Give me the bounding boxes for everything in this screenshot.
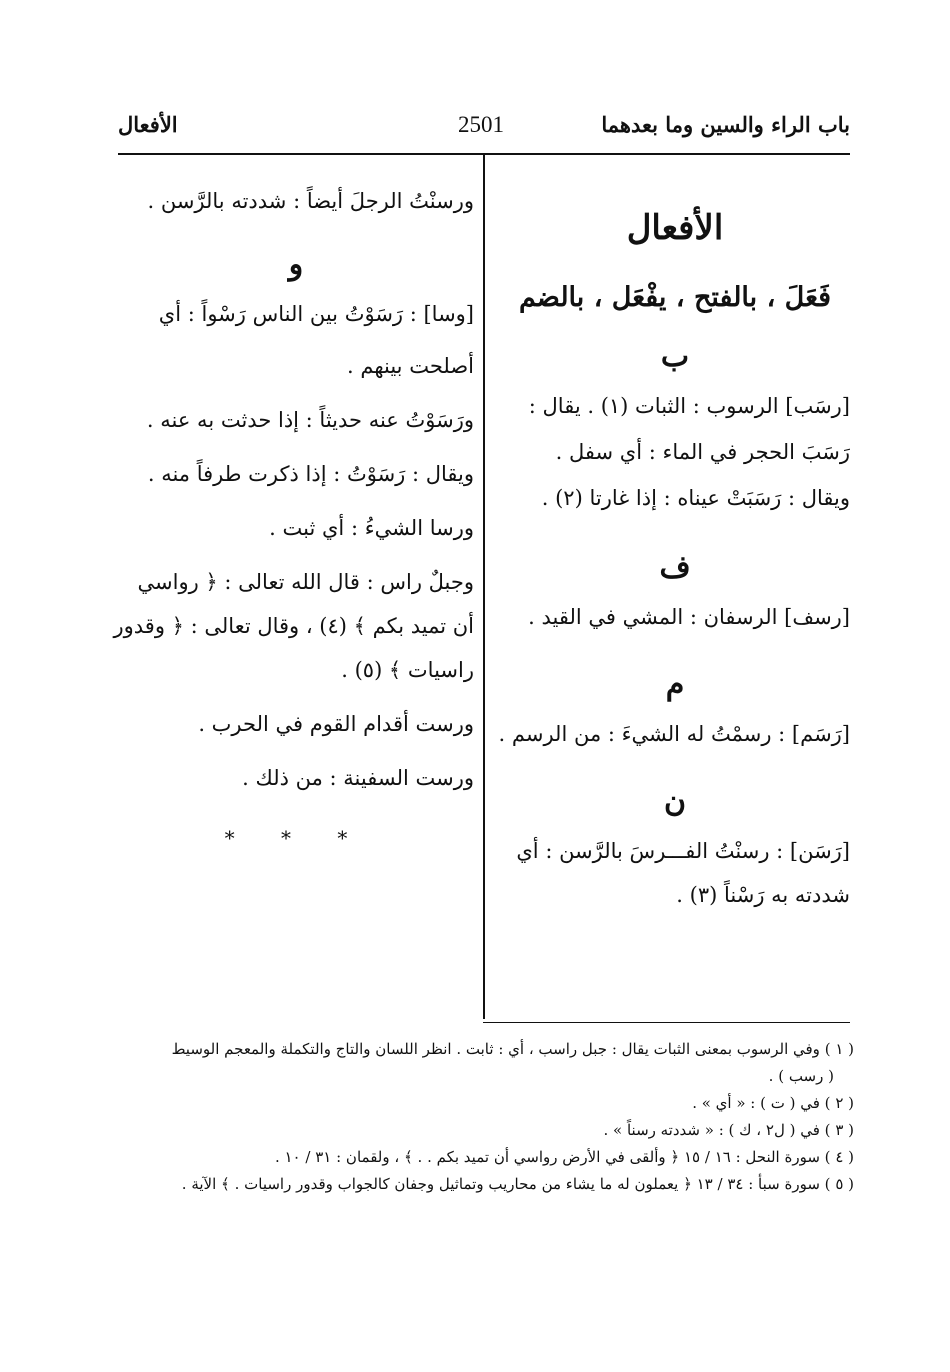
section-heading: الأفعال [118, 112, 178, 137]
footnote: ( ٣ ) في ( ل٢ ، ك ) : « شددته رسناً » . [603, 1121, 854, 1139]
letter-heading-f: ف [659, 550, 691, 585]
entry-line: وجبلٌ راس : قال الله تعالى : ﴿ رواسي [137, 570, 474, 594]
entry-line: راسيات ﴾ (٥) . [341, 658, 474, 682]
chapter-heading: باب الراء والسين وما بعدهما [601, 112, 850, 137]
entry-line: ورَسَوْتُ عنه حديثاً : إذا حدثت به عنه . [146, 408, 474, 432]
column-divider [483, 153, 485, 1019]
right-column [500, 190, 850, 911]
letter-heading-m: م [665, 667, 685, 702]
entry-line: ورسا الشيءُ : أي ثبت . [269, 516, 474, 540]
entry-line: ورسنْتُ الرجلَ أيضاً : شددته بالرَّسن . [147, 189, 474, 213]
section-title: الأفعال [626, 208, 724, 248]
entry-line: ويقال : رَسَبَتْ عيناه : إذا غارتا (٢) . [541, 486, 850, 510]
footnote: ( ٤ ) سورة النحل : ١٦ / ١٥ ﴿ وألقى في الأرض رواسي أن تميد بكم . . ﴾ ، ولقمان : ٣١ / ١٠ . [274, 1148, 854, 1166]
entry-line: [رسَب] الرسوب : الثبات (١) . يقال : [528, 394, 850, 418]
footnote: ( ٥ ) سورة سبأ : ٣٤ / ١٣ ﴿ يعملون له ما يشاء من محاريب وتماثيل وجفان كالجواب وقدور راسيات . ﴾ الآية . [181, 1175, 854, 1193]
entry-line: ورست السفينة : من ذلك . [242, 766, 474, 790]
entry-line: رَسَبَ الحجر في الماء : أي سفل . [555, 440, 850, 464]
footnotes [118, 1036, 854, 1198]
footnote: ( ٢ ) في ( ت ) : « أي » . [692, 1094, 854, 1112]
footnote: ( رسب ) . [768, 1067, 834, 1085]
entry-line: [رَسَن] : رسنْتُ الفـــرسَ بالرَّسن : أي [516, 839, 850, 863]
entry-line: [وسا] : رَسَوْتُ بين الناس رَسْواً : أي [158, 302, 474, 326]
left-column [113, 185, 474, 850]
footnote: ( ١ ) وفي الرسوب بمعنى الثبات يقال : جبل راسب ، أي : ثابت . انظر اللسان والتاج والتكملة والمعجم الوسيط [171, 1040, 854, 1058]
entry-line: شددته به رَسْناً (٣) . [676, 883, 850, 907]
entry-line: [رَسَم] : رسمْتُ له الشيءَ : من الرسم . [498, 722, 850, 746]
section-end-stars: * * * [224, 826, 368, 850]
letter-heading-b: ب [660, 339, 690, 374]
page-header [118, 112, 850, 146]
entry-line: أصلحت بينهم . [347, 354, 474, 378]
section-subtitle: فَعَلَ ، بالفتح ، يفْعَل ، بالضم [518, 282, 832, 313]
entry-line: ورست أقدام القوم في الحرب . [198, 712, 474, 736]
footnote-rule [483, 1022, 850, 1023]
letter-heading-n: ن [663, 784, 687, 819]
entry-line: [رسف] الرسفان : المشي في القيد . [528, 605, 850, 629]
entry-line: أن تميد بكم ﴾ (٤) ، وقال تعالى : ﴿ وقدور [113, 614, 474, 638]
letter-heading-w: و [288, 247, 304, 282]
entry-line: ويقال : رَسَوْتُ : إذا ذكرت طرفاً منه . [147, 462, 474, 486]
page-number: 2501 [458, 112, 504, 137]
